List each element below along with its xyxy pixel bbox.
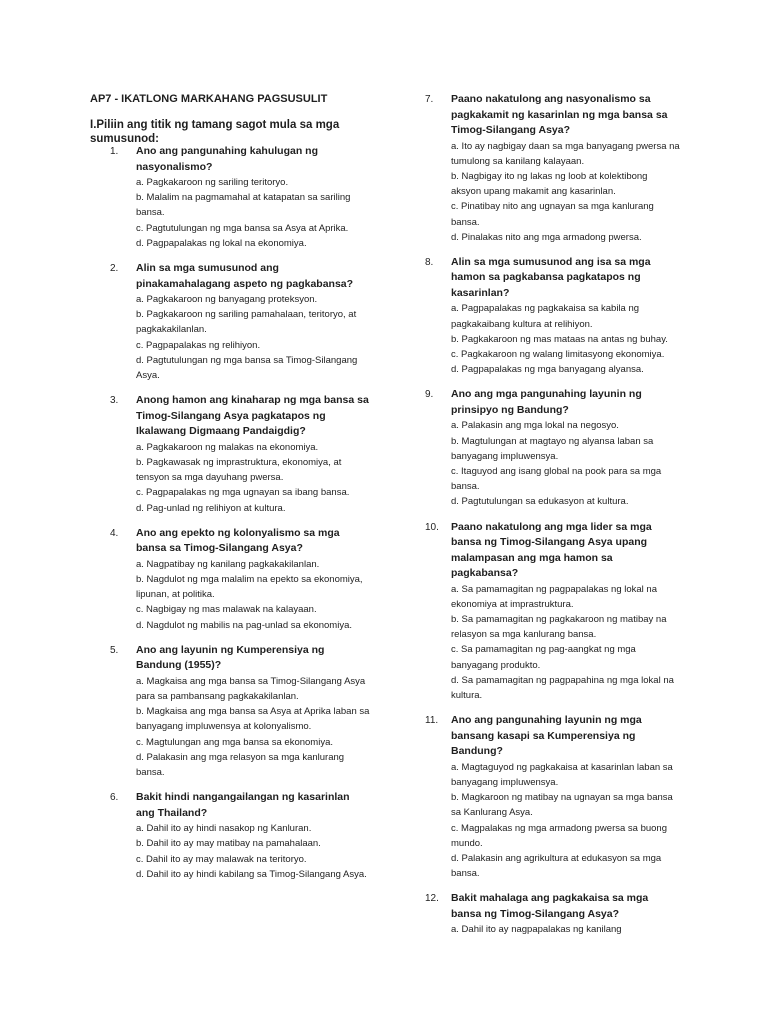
- answer-choice: c. Magtulungan ang mga bansa sa ekonomiya.: [136, 736, 333, 748]
- question-item: [425, 387, 680, 509]
- answer-choice: a. Pagkakaroon ng malakas na ekonomiya.: [136, 441, 319, 453]
- question-text: Ano ang mga pangunahing layunin ng prinsipyo ng Bandung?: [451, 388, 642, 416]
- question-number: 3.: [110, 395, 119, 407]
- answer-choice: a. Pagpapalakas ng pagkakaisa sa kabila ng pagkakaibang kultura at relihiyon.: [451, 303, 640, 330]
- question-number: 2.: [110, 263, 119, 275]
- answer-choice: c. Magpalakas ng mga armadong pwersa sa buong mundo.: [451, 822, 667, 849]
- answer-choice: d. Sa pamamagitan ng pagpapahina ng mga lokal na kultura.: [451, 674, 674, 702]
- answer-choice: d. Pag-unlad ng relihiyon at kultura.: [136, 502, 286, 514]
- question-number: 8.: [425, 256, 434, 268]
- question-item: [110, 144, 370, 251]
- answer-choice: c. Pagtutulungan ng mga bansa sa Asya at Aprika.: [136, 222, 349, 234]
- answer-choice: c. Dahil ito ay may malawak na teritoryo.: [136, 853, 307, 865]
- answer-choice: b. Magtulungan at magtayo ng alyansa laban sa banyagang impluwensya.: [451, 435, 654, 462]
- answer-choice: d. Palakasin ang agrikultura at edukasyon sa mga bansa.: [451, 853, 662, 880]
- answer-choice: b. Nagbigay ito ng lakas ng loob at kolektibong aksyon upang makamit ang kasarinlan.: [451, 170, 648, 198]
- answer-choice: c. Itaguyod ang isang global na pook para sa mga bansa.: [451, 466, 662, 493]
- answer-choice: b. Pagkakaroon ng sariling pamahalaan, teritoryo, at pagkakakilanlan.: [136, 309, 357, 336]
- answer-choice: c. Pinatibay nito ang ugnayan sa mga kanlurang bansa.: [451, 201, 654, 228]
- answer-choice: a. Magkaisa ang mga bansa sa Timog-Silangang Asya para sa pambansang pagkakakilanlan.: [136, 675, 366, 702]
- question-text: Bakit hindi nangangailangan ng kasarinlan ang Thailand?: [136, 791, 350, 819]
- answer-choice: c. Sa pamamagitan ng pag-aangkat ng mga banyagang produkto.: [451, 644, 636, 671]
- question-text: Ano ang pangunahing kahulugan ng nasyonalismo?: [136, 145, 318, 173]
- answer-choice: a. Ito ay nagbigay daan sa mga banyagang pwersa na tumulong sa kanilang kalayaan.: [451, 140, 680, 167]
- question-item: [110, 393, 370, 516]
- answer-choice: b. Pagkawasak ng imprastruktura, ekonomiya, at tensyon sa mga dayuhang pwersa.: [136, 456, 342, 484]
- left-column: [110, 144, 370, 892]
- exam-header: [90, 92, 400, 146]
- question-item: [110, 643, 370, 780]
- answer-choice: c. Pagpapalakas ng relihiyon.: [136, 339, 261, 351]
- question-number: 4.: [110, 527, 119, 539]
- answer-choice: d. Pagpapalakas ng lokal na ekonomiya.: [136, 237, 307, 249]
- question-text: Ano ang pangunahing layunin ng mga bansang kasapi sa Kumperensiya ng Bandung?: [451, 714, 642, 758]
- right-column: [425, 92, 680, 948]
- question-item: [425, 255, 680, 378]
- answer-choice: a. Sa pamamagitan ng pagpapalakas ng lokal na ekonomiya at imprastruktura.: [451, 583, 657, 610]
- question-number: 6.: [110, 792, 119, 804]
- question-item: [110, 526, 370, 633]
- answer-choice: b. Nagdulot ng mga malalim na epekto sa ekonomiya, lipunan, at politika.: [136, 573, 363, 601]
- question-number: 10.: [425, 521, 439, 533]
- answer-choice: b. Dahil ito ay may matibay na pamahalaan.: [136, 838, 321, 850]
- question-number: 11.: [425, 715, 439, 727]
- exam-instruction: I.Piliin ang titik ng tamang sagot mula sa mga sumusunod:: [90, 119, 340, 145]
- answer-choice: a. Pagkakaroon ng banyagang proteksyon.: [136, 294, 318, 306]
- answer-choice: a. Nagpatibay ng kanilang pagkakakilanlan.: [136, 558, 320, 570]
- answer-choice: a. Palakasin ang mga lokal na negosyo.: [451, 420, 619, 432]
- answer-choice: b. Magkaisa ang mga bansa sa Asya at Aprika laban sa banyagang impluwensya at kolonyalismo.: [136, 706, 370, 733]
- question-number: 7.: [425, 94, 434, 105]
- question-item: [110, 261, 370, 383]
- question-item: [425, 92, 680, 245]
- answer-choice: c. Nagbigay ng mas malawak na kalayaan.: [136, 604, 317, 616]
- exam-title: AP7 - IKATLONG MARKAHANG PAGSUSULIT: [90, 93, 328, 105]
- answer-choice: d. Pagpapalakas ng mga banyagang alyansa.: [451, 364, 644, 376]
- question-item: [425, 520, 680, 704]
- question-item: [425, 891, 680, 937]
- answer-choice: b. Pagkakaroon ng mas mataas na antas ng buhay.: [451, 333, 668, 345]
- answer-choice: d. Palakasin ang mga relasyon sa mga kanlurang bansa.: [136, 751, 345, 778]
- question-item: [425, 713, 680, 881]
- question-text: Anong hamon ang kinaharap ng mga bansa sa Timog-Silangang Asya pagkatapos ng Ikalawang Digmaang Pandaigdig?: [136, 394, 369, 438]
- question-text: Paano nakatulong ang mga lider sa mga bansa ng Timog-Silangang Asya upang malampasan ang mga hamon sa pagkabansa?: [451, 520, 652, 580]
- answer-choice: b. Magkaroon ng matibay na ugnayan sa mga bansa sa Kanlurang Asya.: [451, 792, 673, 819]
- answer-choice: d. Pinalakas nito ang mga armadong pwersa.: [451, 231, 642, 243]
- answer-choice: a. Magtaguyod ng pagkakaisa at kasarinlan laban sa banyagang impluwensya.: [451, 761, 673, 788]
- question-item: [110, 790, 370, 882]
- question-number: 1.: [110, 146, 119, 157]
- question-number: 9.: [425, 389, 434, 401]
- question-number: 12.: [425, 893, 439, 905]
- question-text: Bakit mahalaga ang pagkakaisa sa mga bansa ng Timog-Silangang Asya?: [451, 892, 649, 920]
- answer-choice: d. Pagtutulungan ng mga bansa sa Timog-Silangang Asya.: [136, 354, 358, 382]
- question-text: Paano nakatulong ang nasyonalismo sa pagkakamit ng kasarinlan ng mga bansa sa Timog-Silangang Asya?: [451, 93, 668, 136]
- answer-choice: b. Malalim na pagmamahal at katapatan sa sariling bansa.: [136, 192, 351, 219]
- answer-choice: c. Pagkakaroon ng walang limitasyong ekonomiya.: [451, 349, 665, 361]
- answer-choice: b. Sa pamamagitan ng pagkakaroon ng matibay na relasyon sa mga kanlurang bansa.: [451, 614, 667, 641]
- question-number: 5.: [110, 644, 119, 656]
- answer-choice: d. Dahil ito ay hindi kabilang sa Timog-Silangang Asya.: [136, 868, 367, 880]
- answer-choice: a. Pagkakaroon ng sariling teritoryo.: [136, 177, 289, 188]
- answer-choice: c. Pagpapalakas ng mga ugnayan sa ibang bansa.: [136, 487, 350, 499]
- answer-choice: a. Dahil ito ay hindi nasakop ng Kanluran.: [136, 823, 312, 835]
- question-text: Alin sa mga sumusunod ang isa sa mga hamon sa pagkabansa pagkatapos ng kasarinlan?: [451, 255, 651, 299]
- question-text: Ano ang layunin ng Kumperensiya ng Bandung (1955)?: [136, 643, 325, 672]
- answer-choice: d. Pagtutulungan sa edukasyon at kultura.: [451, 496, 629, 508]
- question-text: Ano ang epekto ng kolonyalismo sa mga bansa sa Timog-Silangang Asya?: [136, 526, 340, 555]
- question-text: Alin sa mga sumusunod ang pinakamahalagang aspeto ng pagkabansa?: [136, 262, 354, 290]
- answer-choice: d. Nagdulot ng mabilis na pag-unlad sa ekonomiya.: [136, 619, 352, 631]
- answer-choice: a. Dahil ito ay nagpapalakas ng kanilang: [451, 924, 622, 936]
